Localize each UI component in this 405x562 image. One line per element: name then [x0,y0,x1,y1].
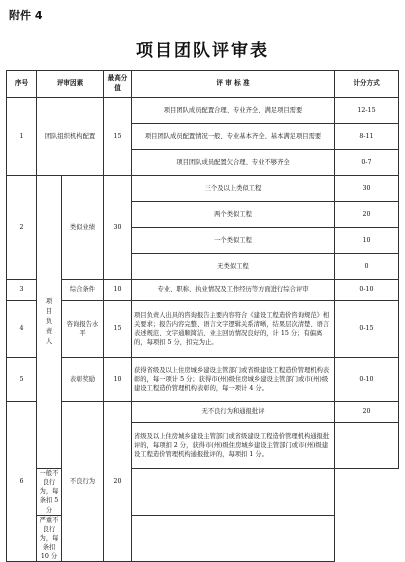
criteria-cell: 获得省级及以上住房城乡建设主管部门或省级建设工程造价管理机构表彰的，每一项计 5 分；获得市(州)级住房城乡建设主管部门或市(州)级建设工程造价管理机构表彰的，每一项计 4 分。 [132,358,335,402]
max-cell: 30 [104,176,132,280]
header-criteria: 评 审 标 准 [132,71,335,98]
max-cell: 10 [104,358,132,402]
page-title: 项目团队评审表 [136,41,269,61]
table-row [7,402,399,423]
method-cell: 0-10 [335,358,399,402]
table-row [7,301,399,358]
attachment-label: 附件 4 [9,9,43,22]
seq-cell: 5 [7,358,37,402]
seq-cell: 1 [7,98,37,176]
criteria-cell: 项目团队成员配置欠合理、专业不够齐全 [132,150,335,176]
factor-cell: 团队组织机构配置 [37,98,104,176]
criteria-cell: 一个类似工程 [132,228,335,254]
criteria-cell: 三个及以上类似工程 [132,176,335,202]
criteria-cell: 一般不良行为，每条扣 5 分 [37,469,62,516]
criteria-cell: 省级及以上住房城乡建设主管部门或省级建设工程造价管理机构通报批评的，每项扣 2 分，获得市(州)级住房城乡建设主管部门或市(州)级建设工程造价管理机构通报批评的，每项扣 1 分。 [132,423,335,469]
factor-cell: 不良行为 [62,402,104,562]
method-cell [132,469,335,516]
review-table [6,70,399,562]
max-cell: 20 [104,402,132,562]
criteria-cell: 专业、职称、执业情况及工作经历等方面进行综合评审 [132,280,335,301]
table-row [7,176,399,202]
header-method: 计分方式 [335,71,399,98]
criteria-cell: 无类似工程 [132,254,335,280]
method-cell [335,423,399,469]
criteria-cell: 项目团队成员配置情况一般、专业基本齐全、基本满足项目需要 [132,124,335,150]
method-cell [132,515,335,562]
method-cell: 30 [335,176,399,202]
method-cell: 8-11 [335,124,399,150]
header-row [7,71,399,98]
factor-cell: 类似业绩 [62,176,104,280]
criteria-cell: 严重不良行为，每条扣 10 分 [37,515,62,562]
table-row [7,280,399,301]
group-label: 项目负责人 [45,297,53,346]
factor-cell: 表彰奖励 [62,358,104,402]
header-seq: 序号 [7,71,37,98]
seq-cell: 4 [7,301,37,358]
method-cell: 10 [335,228,399,254]
criteria-cell: 两个类似工程 [132,202,335,228]
seq-cell: 2 [7,176,37,280]
header-max: 最高分值 [104,71,132,98]
seq-cell: 3 [7,280,37,301]
max-cell: 15 [104,301,132,358]
method-cell: 0-7 [335,150,399,176]
table-row [7,98,399,124]
group-cell [37,176,62,469]
method-cell: 12-15 [335,98,399,124]
criteria-cell: 项目团队成员配置合理、专业齐全、满足项目需要 [132,98,335,124]
max-cell: 15 [104,98,132,176]
method-cell: 0 [335,254,399,280]
method-cell: 20 [335,202,399,228]
header-factor: 评审因素 [37,71,104,98]
max-cell: 10 [104,280,132,301]
factor-cell: 综合条件 [62,280,104,301]
seq-cell: 6 [7,402,37,562]
criteria-cell: 项目负责人出具的咨询报告主要内容符合《建设工程造价咨询规范》相关要求；报告内容完整、语言文字逻辑关系清晰，结果层次清楚、语言表述规范、文字通顺简洁、业主回访情况良好的，计 15 分；有偏离的，每项扣 5 分，扣完为止。 [132,301,335,358]
method-cell: 20 [335,402,399,423]
table-row [7,358,399,402]
criteria-cell: 无不良行为和通报批评 [132,402,335,423]
method-cell: 0-10 [335,280,399,301]
factor-cell: 咨询报告水平 [62,301,104,358]
method-cell: 0-15 [335,301,399,358]
